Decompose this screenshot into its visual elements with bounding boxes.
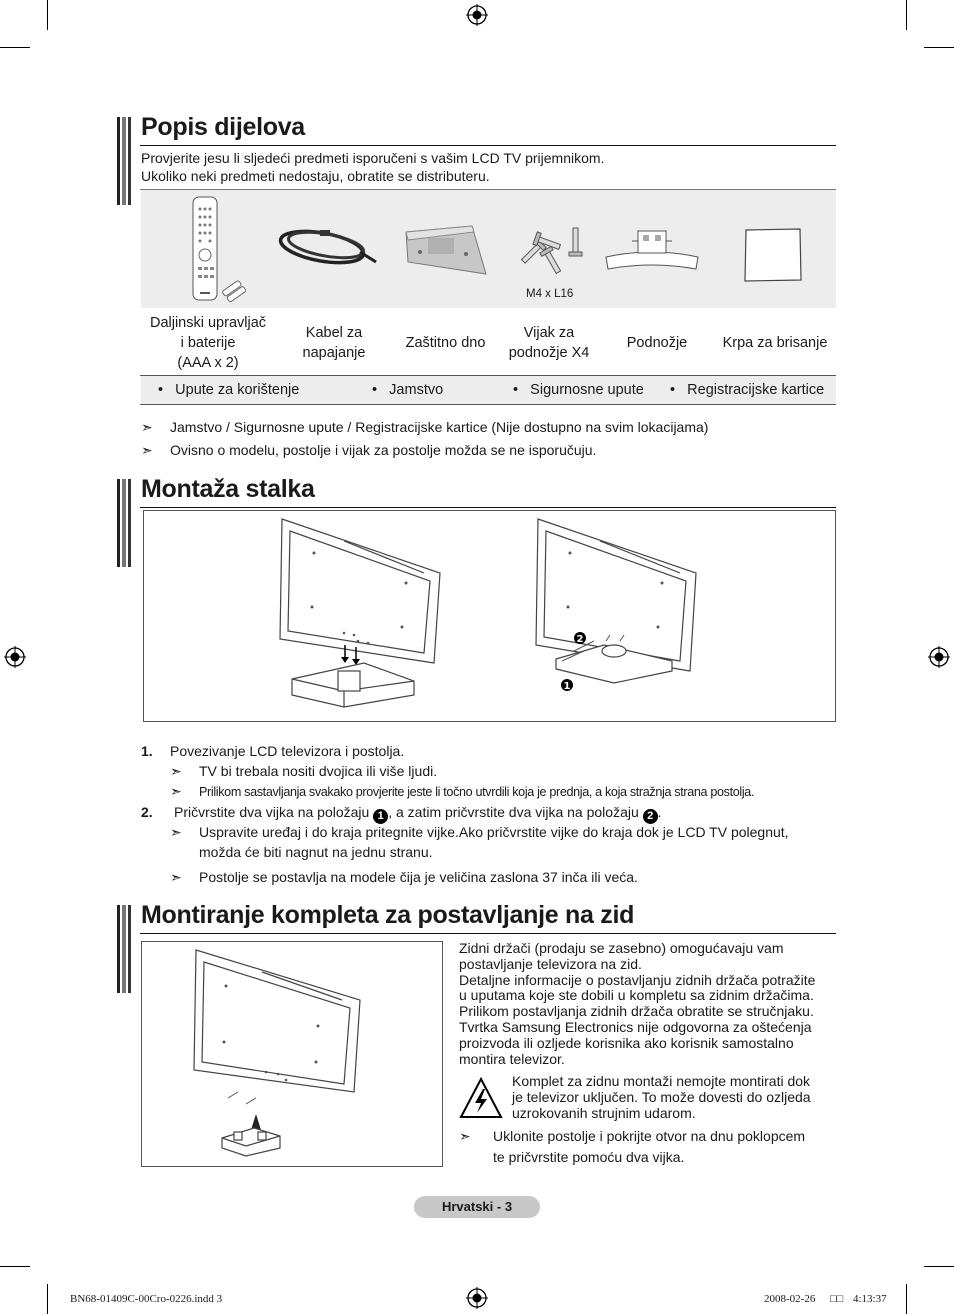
crop-mark (0, 1266, 30, 1267)
note-arrow-icon: ➣ (141, 419, 153, 435)
wall-mount-illustration (142, 942, 442, 1166)
position-badge-2: 2 (643, 809, 658, 824)
note-arrow-icon: ➣ (170, 869, 182, 885)
footer-date: 2008-02-26 (764, 1293, 816, 1305)
remote-control-icon (185, 195, 250, 303)
cleaning-cloth-icon (742, 226, 804, 284)
page-number-badge: Hrvatski - 3 (414, 1196, 540, 1218)
electric-warning-icon (459, 1077, 503, 1119)
step-text: Povezivanje LCD televizora i postolja. (170, 743, 405, 759)
doc-item: • Upute za korištenje (158, 382, 300, 398)
title-rule (140, 933, 836, 934)
step-text: Pričvrstite dva vijka na položaju 1 , a zatim pričvrstite dva vijka na položaju 2 . (174, 804, 662, 822)
section-title-stand: Montaža stalka (141, 475, 315, 503)
part-label-cover: Zaštitno dno (405, 335, 486, 351)
divider (140, 404, 836, 405)
part-label-remote: Daljinski upravljač i baterije (AAA x 2) (149, 315, 267, 371)
note: ➣ Jamstvo / Sigurnosne upute / Registracijske kartice (Nije dostupno na svim lokacijama) (141, 419, 709, 435)
stand-icon (602, 225, 702, 273)
note: ➣ TV bi trebala nositi dvojica ili više ljudi. (170, 763, 438, 779)
cover-bottom-icon (400, 222, 490, 280)
note: ➣ Postolje se postavlja na modele čija je veličina zaslona 37 inča ili veća. (170, 869, 638, 885)
section-title-wall-mount: Montiranje kompleta za postavljanje na zid (141, 901, 635, 929)
title-rule (140, 145, 836, 146)
crop-mark (47, 1284, 48, 1314)
crop-mark (906, 0, 907, 30)
title-rule (140, 507, 836, 508)
warning-text: Komplet za zidnu montaži nemojte montirati dok je televizor uključen. To može dovesti do ozljeda uzrokovanih strujnim udarom. (512, 1073, 811, 1121)
footer-time: 4:13:37 (853, 1293, 887, 1305)
note-arrow-icon: ➣ (141, 442, 153, 458)
note: ➣ Uspravite uređaj i do kraja pritegnite vijke.Ako pričvrstite vijke do kraja dok je LCD TV polegnut, (170, 824, 789, 840)
note: ➣ Prilikom sastavljanja svakako provjerite jeste li točno utvrdili koja je prednja, a koja stražnja strana postolja. (170, 783, 755, 799)
note-arrow-icon: ➣ (459, 1128, 471, 1144)
note-arrow-icon: ➣ (170, 763, 182, 779)
position-badge-1: 1 (373, 809, 388, 824)
svg-text:1: 1 (563, 681, 571, 692)
power-cable-icon (272, 222, 380, 268)
registration-mark-icon (4, 646, 26, 668)
note-arrow-icon: ➣ (170, 824, 182, 840)
parts-intro-line2: Ukoliko neki predmeti nedostaju, obratite se distributeru. (141, 168, 490, 184)
crop-mark (47, 0, 48, 30)
screws-icon (512, 222, 587, 282)
svg-text:2: 2 (576, 634, 584, 645)
note-continuation: možda će biti nagnut na jednu stranu. (199, 844, 433, 860)
crop-mark (906, 1284, 907, 1314)
crop-mark (924, 1266, 954, 1267)
part-label-cable: Kabel za napajanje (302, 325, 366, 361)
stand-assembly-figure (143, 510, 836, 722)
crop-mark (0, 47, 30, 48)
step-number: 1. (141, 743, 153, 759)
section-bar (117, 479, 131, 567)
step-number: 2. (141, 804, 153, 820)
part-label-cloth: Krpa za brisanje (722, 335, 828, 351)
section-bar (117, 905, 131, 993)
doc-item: • Registracijske kartice (670, 382, 825, 398)
footer-glyphs: □□ (830, 1293, 844, 1305)
stand-assembly-illustration (144, 511, 835, 721)
note-arrow-icon: ➣ (170, 783, 182, 799)
registration-mark-icon (928, 646, 950, 668)
parts-intro-line1: Provjerite jesu li sljedeći predmeti isporučeni s vašim LCD TV prijemnikom. (141, 150, 605, 166)
screw-size-caption: M4 x L16 (526, 288, 574, 300)
wall-mount-figure (141, 941, 443, 1167)
section-title-parts: Popis dijelova (141, 113, 305, 141)
wall-mount-paragraph: Zidni držači (prodaju se zasebno) omogućavaju vam postavljanje televizora na zid. Detaljne informacije o postavljanju zidnih držača potražite u uputama koje ste dobili u kompletu sa zidnim držačima. Prilikom postavljanja zidnih držača obratite se stručnjaku. Tvrtka Samsung Electronics nije odgovorna za oštećenja proizvoda ili ozljede korisnika ako korisnik samostalno montira televizor. (459, 940, 816, 1067)
part-label-stand: Podnožje (626, 335, 688, 351)
footer-filename: BN68-01409C-00Cro-0226.indd 3 (70, 1293, 223, 1305)
registration-mark-icon (466, 1287, 488, 1309)
part-label-screws: Vijak za podnožje X4 (508, 325, 590, 361)
doc-item: • Sigurnosne upute (513, 382, 644, 398)
note: ➣ Uklonite postolje i pokrijte otvor na dnu poklopcem (459, 1128, 806, 1144)
note: ➣ Ovisno o modelu, postolje i vijak za postolje možda se ne isporučuju. (141, 442, 597, 458)
doc-item: • Jamstvo (372, 382, 444, 398)
note-continuation: te pričvrstite pomoću dva vijka. (493, 1149, 685, 1165)
section-bar (117, 117, 131, 205)
registration-mark-icon (466, 4, 488, 26)
crop-mark (924, 47, 954, 48)
